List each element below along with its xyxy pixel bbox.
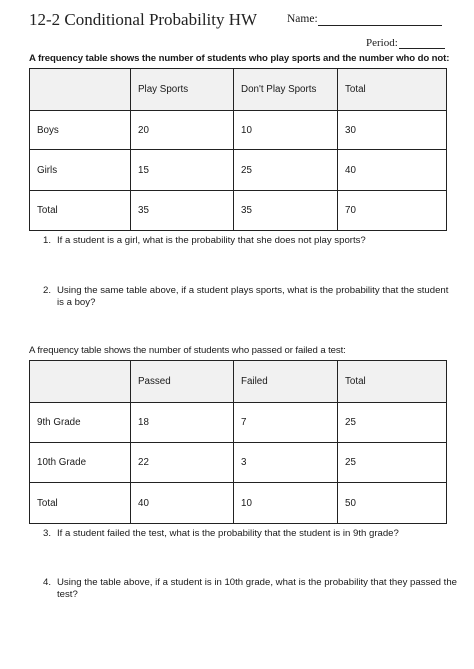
table-header-cell: Total: [338, 69, 447, 111]
table-cell: 15: [131, 150, 234, 191]
table-cell: 40: [131, 483, 234, 524]
question-number: 1.: [43, 235, 52, 246]
table-cell: 25: [234, 150, 338, 191]
table-header-cell: [30, 361, 131, 403]
table-cell: 10th Grade: [30, 443, 131, 483]
table-cell: 22: [131, 443, 234, 483]
question-text: Using the same table above, if a student plays sports, what is the probability that the student: [57, 285, 449, 296]
table-cell: 35: [131, 191, 234, 231]
period-field-line[interactable]: [399, 48, 445, 49]
table-header-row: [30, 361, 447, 403]
question-3: [43, 528, 453, 540]
page-title: 12-2 Conditional Probability HW: [29, 10, 258, 29]
period-label: Period:: [366, 37, 398, 49]
table-cell: 30: [338, 111, 447, 150]
table-cell: 20: [131, 111, 234, 150]
table-row: [30, 150, 447, 191]
question-text: If a student failed the test, what is the probability that the student is in 9th grade?: [57, 528, 399, 539]
table-cell: 70: [338, 191, 447, 231]
table-row: [30, 111, 447, 150]
table-cell: Boys: [30, 111, 131, 150]
table-cell: 3: [234, 443, 338, 483]
table-header-cell: Total: [338, 361, 447, 403]
question-1: [43, 235, 453, 247]
table-cell: 18: [131, 403, 234, 443]
question-text: If a student is a girl, what is the probability that she does not play sports?: [57, 235, 366, 246]
question-2: [43, 285, 453, 309]
question-text: Using the table above, if a student is in 10th grade, what is the probability that they passed the: [57, 577, 457, 588]
table-row: [30, 191, 447, 231]
question-text-continued: test?: [57, 589, 78, 600]
question-number: 3.: [43, 528, 52, 539]
table-cell: 40: [338, 150, 447, 191]
table-cell: 35: [234, 191, 338, 231]
question-number: 2.: [43, 285, 52, 296]
question-number: 4.: [43, 577, 52, 588]
table-cell: 25: [338, 403, 447, 443]
table-cell: 10: [234, 111, 338, 150]
table-row: [30, 403, 447, 443]
table-cell: 9th Grade: [30, 403, 131, 443]
question-4: [43, 577, 457, 601]
table-cell: 10: [234, 483, 338, 524]
table-cell: 50: [338, 483, 447, 524]
test-frequency-table: [29, 360, 447, 524]
table-header-cell: [30, 69, 131, 111]
table-cell: 25: [338, 443, 447, 483]
name-label: Name:: [287, 13, 318, 25]
table-header-row: [30, 69, 447, 111]
table-cell: Girls: [30, 150, 131, 191]
table-header-cell: Don't Play Sports: [234, 69, 338, 111]
table-row: [30, 443, 447, 483]
table-header-cell: Passed: [131, 361, 234, 403]
section2-intro: A frequency table shows the number of students who passed or failed a test:: [29, 345, 346, 356]
table-cell: 7: [234, 403, 338, 443]
table-row: [30, 483, 447, 524]
sports-frequency-table: [29, 68, 447, 231]
question-text-continued: is a boy?: [57, 297, 96, 308]
table-header-cell: Failed: [234, 361, 338, 403]
section1-intro: A frequency table shows the number of students who play sports and the number who do not:: [29, 53, 450, 64]
table-header-cell: Play Sports: [131, 69, 234, 111]
name-field-line[interactable]: [318, 25, 442, 26]
table-cell: Total: [30, 191, 131, 231]
table-cell: Total: [30, 483, 131, 524]
